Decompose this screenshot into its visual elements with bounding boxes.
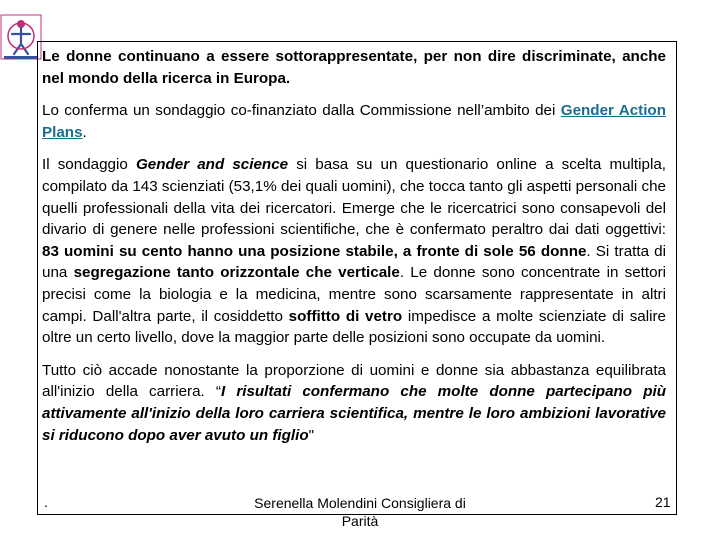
paragraph-intro — [42, 46, 666, 89]
conclusion-end: " — [308, 426, 315, 444]
gender-action-plans-link[interactable]: Gender Action Plans — [42, 102, 666, 141]
survey-title: Gender and science — [135, 156, 289, 174]
survey-text-1: Il sondaggio — [42, 156, 136, 174]
conclusion-text: Tutto ciò accade nonostante la proporzione di uomini e donne sia abbastanza equilibrata all'inizio della carriera. “ — [42, 361, 666, 401]
intro-text: Le donne continuano a essere sottorappresentate, per non dire discriminate, anche nel mondo della ricerca in Europa. — [42, 48, 666, 87]
source-text: Lo conferma un sondaggio co-finanziato dalla Commissione nell’ambito dei — [42, 102, 561, 120]
survey-text-2: si basa su un questionario online a scelta multipla, compilato da 143 scienziati (53,1% dei quali uomini), che tocca tanto gli aspetti personali che quelli professionali della vita dei ricercatori. Emerge che le ricercatrici sono consapevoli del divario di genere nelle professioni scientifiche, che è confermato peraltro dai dati oggettivi: — [42, 156, 666, 239]
paragraph-source — [42, 100, 666, 143]
footer-author: Serenella Molendini Consigliera di Parità — [254, 495, 466, 529]
survey-segregation: segregazione tanto orizzontale che verticale — [73, 264, 400, 282]
figure-logo-icon — [0, 14, 42, 62]
conclusion-quote: I risultati confermano che molte donne partecipano più attivamente all'inizio della loro carriera scientifica, mentre le loro ambizioni lavorative si riducono dopo aver avuto un figlio — [42, 383, 666, 444]
slide-content — [42, 46, 666, 457]
survey-text-5: impedisce a molte scienziate di salire oltre un certo livello, dove la maggior parte delle posizioni sono occupate da uomini. — [42, 307, 666, 347]
survey-stat: 83 uomini su cento hanno una posizione stabile, a fronte di sole 56 donne — [42, 242, 587, 260]
source-end: . — [82, 123, 87, 141]
paragraph-conclusion — [42, 360, 666, 446]
paragraph-survey — [42, 154, 666, 348]
survey-text-4: . Le donne sono concentrate in settori precisi come la biologia e la medicina, mentre sono scarsamente rappresentate in altri campi. Dall'altra parte, il cosiddetto — [42, 264, 667, 325]
footer-dot: . — [44, 494, 48, 510]
survey-glass-ceiling: soffitto di vetro — [288, 307, 403, 325]
page-number: 21 — [655, 494, 671, 510]
survey-text-3: . Si tratta di una — [42, 242, 666, 282]
